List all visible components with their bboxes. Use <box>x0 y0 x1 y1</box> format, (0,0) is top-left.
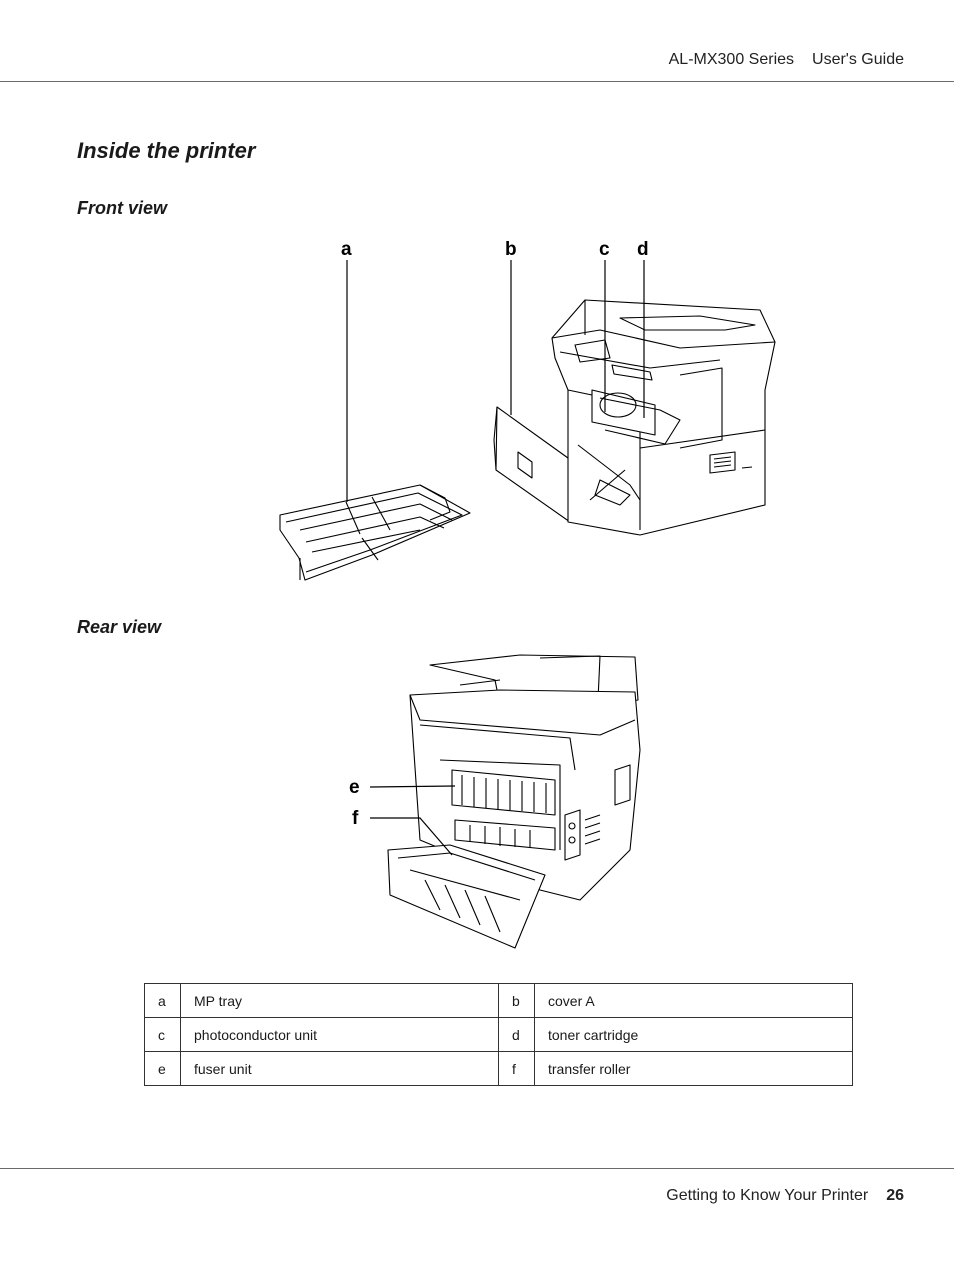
table-row <box>145 1052 853 1086</box>
section-title: Inside the printer <box>77 138 256 163</box>
table-row <box>145 1018 853 1052</box>
table-cell-name: MP tray <box>181 984 499 1018</box>
printer-rear-drawing <box>388 655 640 948</box>
parts-table <box>144 983 853 1086</box>
front-view-heading: Front view <box>77 198 168 218</box>
callout-d: d <box>637 239 649 260</box>
table-row <box>145 984 853 1018</box>
table-cell-key: c <box>145 1018 181 1052</box>
table-cell-key: d <box>499 1018 535 1052</box>
callout-a: a <box>341 239 352 260</box>
rear-view-illustration <box>0 650 954 950</box>
footer-rule <box>0 1168 954 1169</box>
running-header <box>669 51 904 69</box>
mp-tray-drawing <box>280 485 470 580</box>
printer-body-drawing <box>552 300 775 535</box>
running-footer <box>666 1187 904 1205</box>
table-cell-key: b <box>499 984 535 1018</box>
table-cell-name: toner cartridge <box>535 1018 853 1052</box>
table-cell-key: a <box>145 984 181 1018</box>
footer-chapter-title: Getting to Know Your Printer <box>666 1187 869 1204</box>
header-guide-name: User's Guide <box>812 51 904 68</box>
header-rule <box>0 81 954 82</box>
callout-e: e <box>349 777 360 798</box>
front-view-illustration <box>0 230 954 590</box>
table-cell-name: transfer roller <box>535 1052 853 1086</box>
table-cell-name: fuser unit <box>181 1052 499 1086</box>
callout-f: f <box>352 808 359 829</box>
table-cell-name: photoconductor unit <box>181 1018 499 1052</box>
cover-a-drawing <box>494 407 570 522</box>
rear-view-heading: Rear view <box>77 617 162 637</box>
callout-b: b <box>505 239 517 260</box>
table-cell-key: f <box>499 1052 535 1086</box>
page-number: 26 <box>886 1187 904 1204</box>
header-product-name: AL-MX300 Series <box>668 51 795 68</box>
table-cell-key: e <box>145 1052 181 1086</box>
table-cell-name: cover A <box>535 984 853 1018</box>
callout-c: c <box>599 239 610 260</box>
